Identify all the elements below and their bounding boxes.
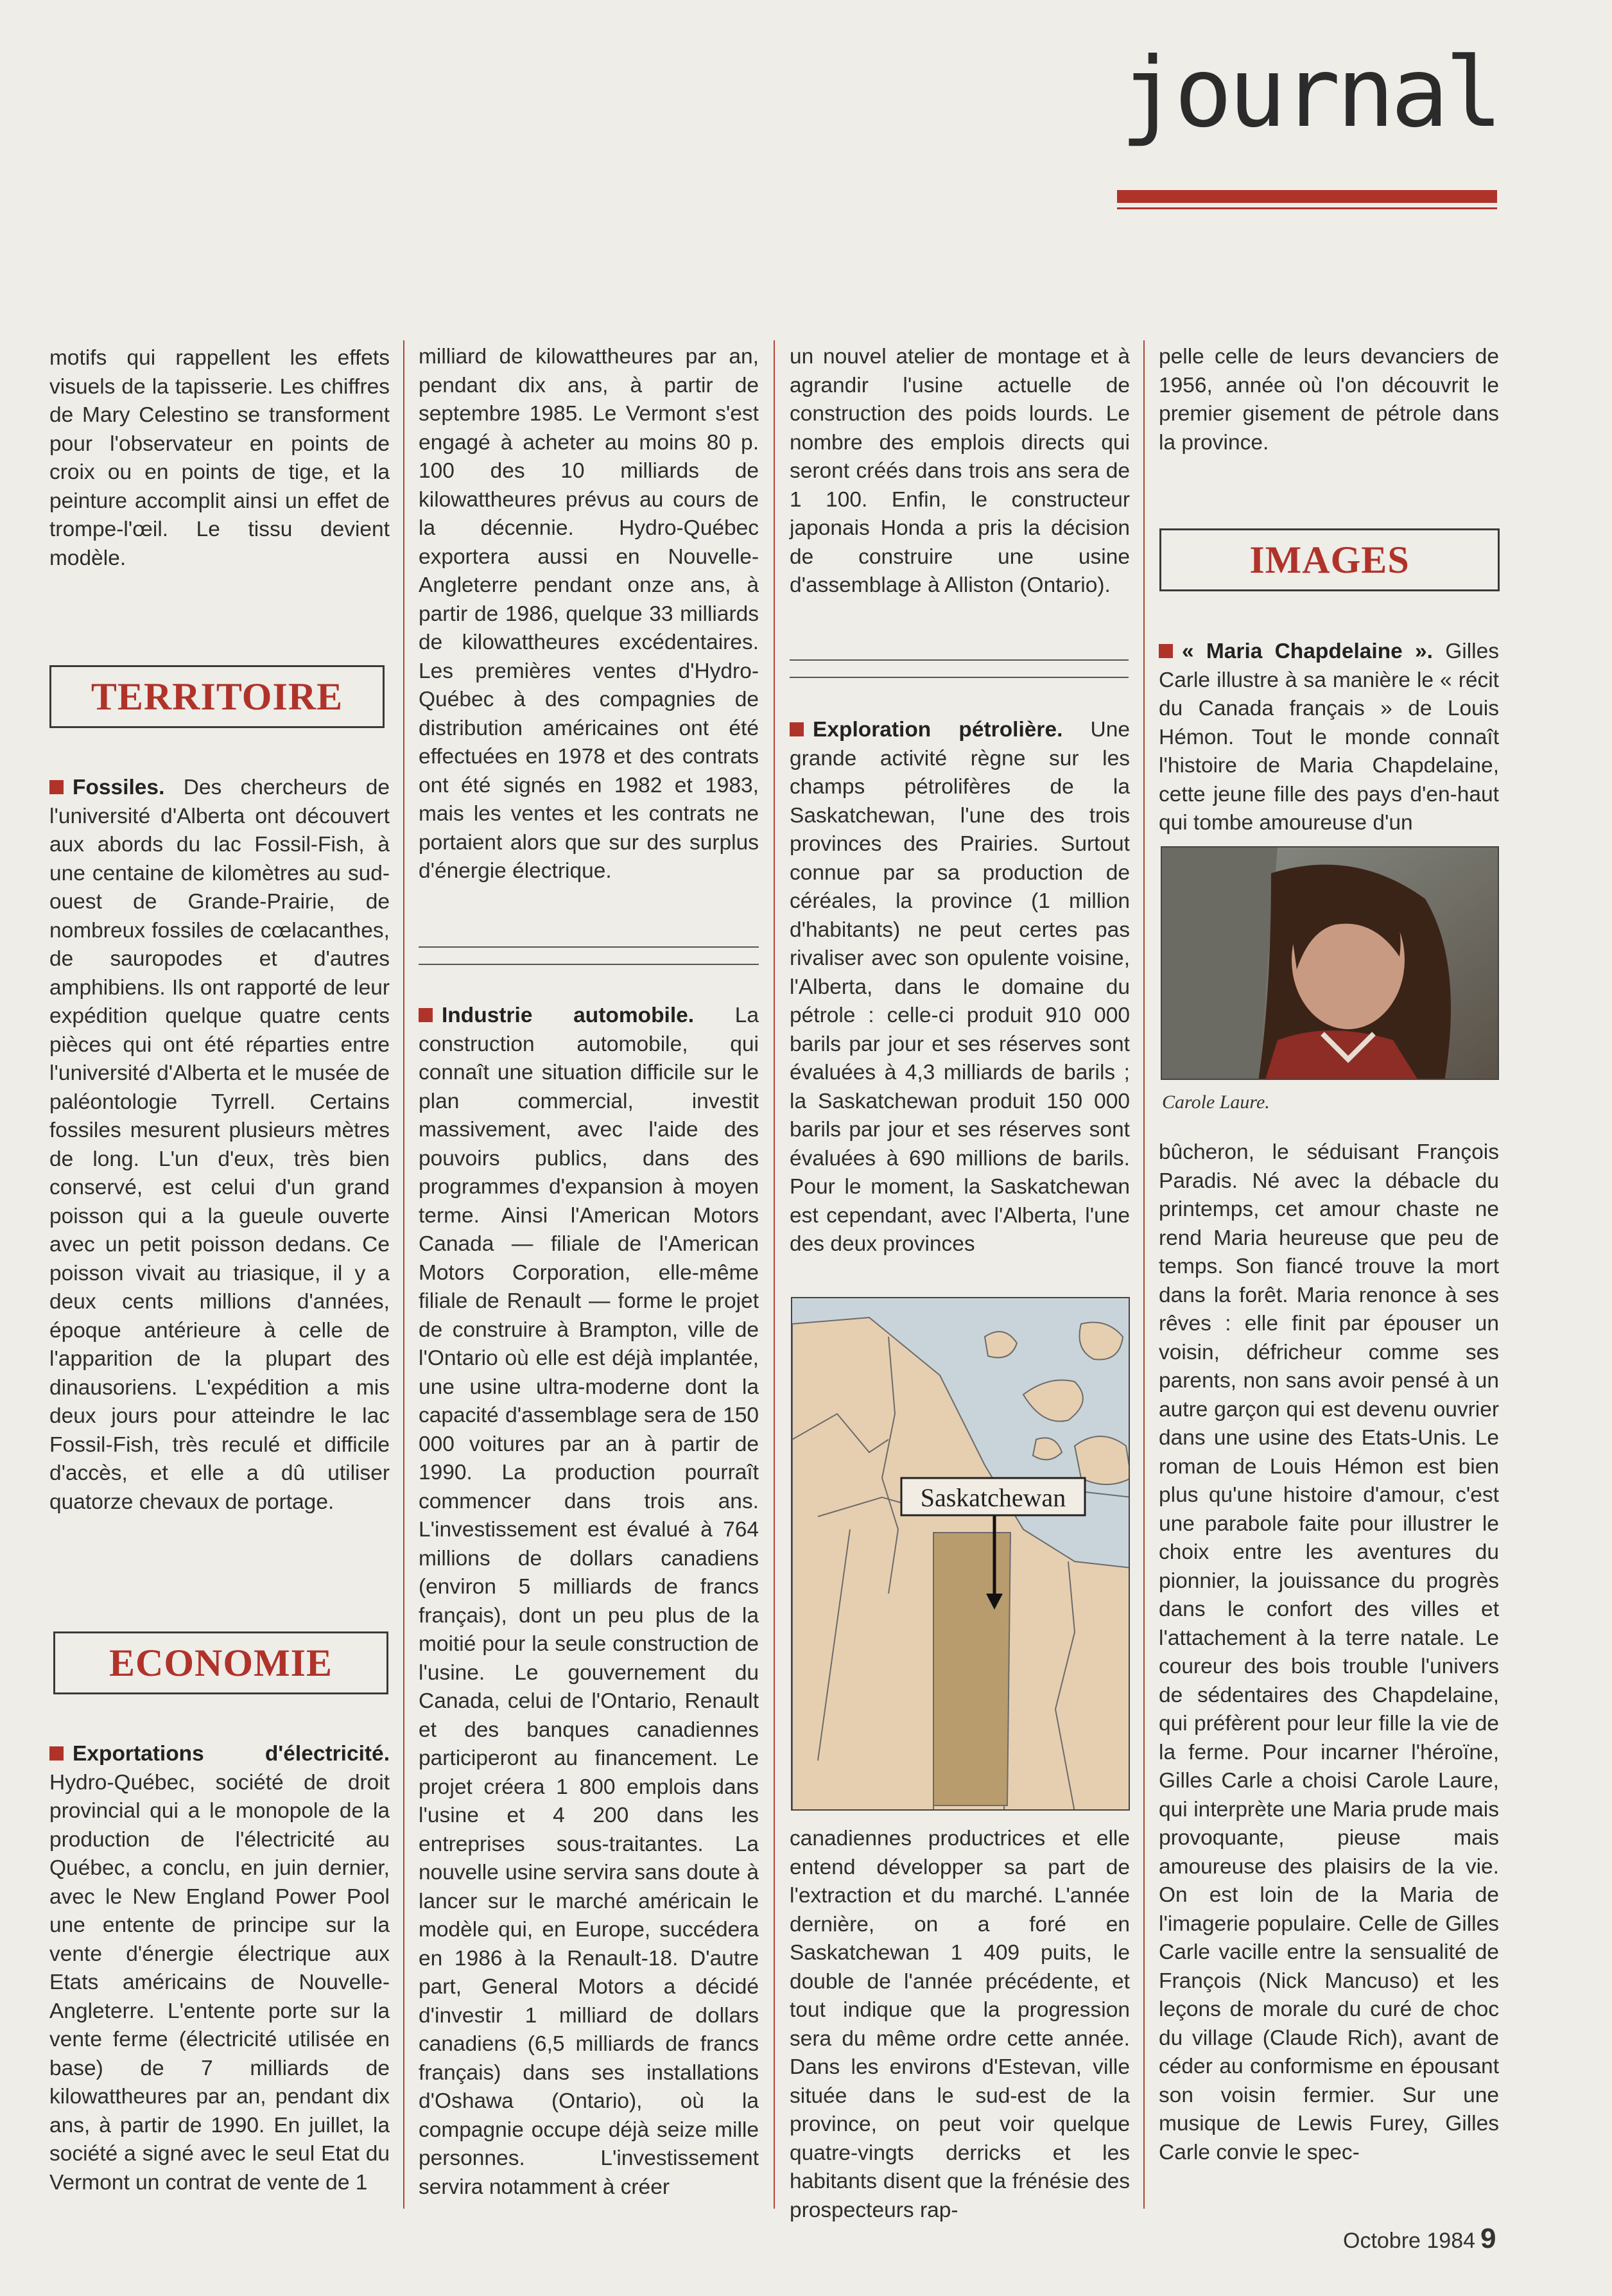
col3-continued-2 bbox=[790, 1825, 1130, 2225]
bullet-square-icon bbox=[419, 1008, 433, 1022]
automobile-text: La construction automobile, qui connaît une situation difficile sur le plan commercial, investit massivement, avec l'aide des pouvoirs publics, dans des programmes d'expansion à moyen terme. Ainsi l'American Motors Canada — filiale de l'American Motors Corporation, elle-même filiale de Renault — forme le projet de construire à Brampton, ville de l'Ontario où elle est déjà implantée, une usine ultra-moderne dont la capacité d'assemblage sera de 150 000 voitures par an à partir de 1990. La production pourraît commencer dans trois ans. L'investissement est évalué à 764 millions de dollars canadiens (environ 5 milliards de francs français), dont un peu plus de la moitié pour la seule construction de l'usine. Le gouvernement du Canada, celui de l'Ontario, Renault et des banques canadiennes participeront au financement. Le projet créera 1 800 emplois dans l'usine et 4 200 dans les entreprises sous-traitantes. La nouvelle usine servira sans doute à lancer sur le marché américain le modèle qui, en Europe, succédera en 1986 à la Renault-18. D'autre part, General Motors a décidé d'investir 1 milliard de dollars canadiens (6,5 milliards de francs français) dans ses installations d'Oshawa (Ontario), où la compagnie occupe déjà seize mille personnes. L'investissement servira notamment à créer bbox=[419, 1004, 759, 2199]
separator-rule bbox=[419, 964, 759, 965]
column-divider bbox=[1143, 340, 1145, 2209]
section-heading-images: IMAGES bbox=[1159, 528, 1500, 591]
col2-continued bbox=[419, 343, 759, 886]
fossiles-text: Des chercheurs de l'université d'Alberta ont découvert aux abords du lac Fossil-Fish, à une centaine de kilomètres au sud-ouest de Grande-Prairie, de nombreux fossiles de cœlacanthes, de sauropodes et d'autres amphibiens. Ils ont rapporté de leur expédition quelque quatre cents pièces qui ont été réparties entre l'université d'Alberta et le musée de paléontologie Tyrrell. Certains fossiles mesurent plusieurs mètres de long. L'un d'eux, très bien conservé, est celui d'un grand poisson qui a la gueule ouverte avec un petit poisson dedans. Ce poisson vivait au triasique, il y a deux cents millions d'années, époque antérieure à celle de l'apparition de la plupart des dinausoriens. L'expédition a mis deux jours pour atteindre le lac Fossil-Fish, très reculé et difficile d'accès, et elle a dû utiliser quatorze chevaux de portage. bbox=[49, 776, 390, 1514]
canada-map bbox=[791, 1297, 1130, 1811]
masthead-rule-thin bbox=[1117, 207, 1497, 209]
col3-text: un nouvel atelier de montage et à agrandir l'usine actuelle de construction des poids lourds. Le nombre des emplois directs qui seront créés dans trois ans sera de 1 100. Enfin, le constructeur japonais Honda a pris la décision de construire une usine d'assemblage à Alliston (Ontario). bbox=[790, 345, 1130, 597]
photo-drawing bbox=[1162, 848, 1499, 1080]
separator-rule bbox=[419, 946, 759, 948]
separator-rule bbox=[790, 677, 1129, 678]
exportations-text: Hydro-Québec, société de droit provincial qui a le monopole de la production de l'électricité au Québec, a conclu, en juin dernier, avec le New England Power Pool une entente de principe sur la vente d'énergie électrique aux Etats américains de Nouvelle-Angleterre. L'entente porte sur la vente ferme (électricité utilisée en base) de 7 milliards de kilowattheures par an, pendant dix ans, à partir de 1990. En juillet, la société a signé avec le seul Etat du Vermont un contrat de vente de 1 bbox=[49, 1770, 390, 2195]
col4-text: pelle celle de leurs devanciers de 1956, année où l'on découvrit le premier gisement de pétrole dans la province. bbox=[1159, 345, 1499, 455]
col1-intro-text: motifs qui rappellent les effets visuels de la tapisserie. Les chiffres de Mary Celestino se transforment pour l'observateur en points de croix ou en points de tige, et la peinture accomplit ainsi un effet de trompe-l'œil. Le tissu devient modèle. bbox=[49, 346, 390, 570]
maria-article bbox=[1159, 638, 1499, 838]
exploration-article bbox=[790, 716, 1130, 1259]
maria-text: Gilles Carle illustre à sa manière le « récit du Canada français » de Louis Hémon. Tout le monde connaît l'histoire de Maria Chapdelaine, cette jeune fille des pays d'en-haut qui tombe amoureuse d'un bbox=[1159, 639, 1499, 835]
exploration-lead: Exploration pétrolière. bbox=[813, 718, 1063, 742]
fossiles-lead: Fossiles. bbox=[73, 776, 165, 799]
col3-text-2: canadiennes productrices et elle entend développer sa part de l'extraction et du marché. L'année dernière, on a foré en Saskatchewan 1 409 puits, le double de l'année précédente, et tout indique que la progression sera du même ordre cette année. Dans les environs d'Estevan, ville située dans le sud-est de la province, on peut voir quelque quatre-vingts derricks et les habitants disent que la frénésie des prospecteurs rap- bbox=[790, 1827, 1130, 2222]
exploration-text: Une grande activité règne sur les champs pétrolifères de la Saskatchewan, l'une des trois provinces des Prairies. Surtout connue par sa production de céréales, la province (1 million d'habitants) ne peut certes pas rivaliser avec son opulente voisine, l'Alberta, dans le domaine du pétrole : celle-ci produit 910 000 barils par jour et ses réserves sont évaluées à 4,3 milliards de barils ; la Saskatchewan produit 150 000 barils par jour et ses réserves sont évaluées à 690 millions de barils. Pour le moment, la Saskatchewan est cependant, avec l'Alberta, l'une des deux provinces bbox=[790, 718, 1131, 1256]
separator-rule bbox=[790, 659, 1129, 661]
automobile-article bbox=[419, 1002, 759, 2202]
film-still-photo bbox=[1161, 846, 1499, 1080]
col2-text: milliard de kilowattheures par an, pendant dix ans, à partir de septembre 1985. Le Vermont s'est engagé à acheter au moins 80 p. 100 des 10 milliards de kilowattheures prévus au cours de la décennie. Hydro-Québec exportera aussi en Nouvelle-Angleterre pendant onze ans, à partir de 1986, quelque 33 milliards de kilowattheures excédentaires. Les premières ventes d'Hydro-Québec à des compagnies de distribution américaines ont été effectuées en 1978 et des contrats ont été signés en 1982 et 1983, mais les ventes et les contrats ne portaient alors que sur des surplus d'énergie électrique. bbox=[419, 345, 759, 883]
bullet-square-icon bbox=[49, 780, 64, 794]
column-divider bbox=[403, 340, 404, 2209]
exportations-article bbox=[49, 1740, 390, 2197]
section-heading-territoire: TERRITOIRE bbox=[49, 665, 385, 728]
col3-continued bbox=[790, 343, 1130, 600]
map-label-saskatchewan: Saskatchewan bbox=[920, 1483, 1066, 1512]
bullet-square-icon bbox=[1159, 644, 1173, 658]
masthead-rule bbox=[1117, 190, 1497, 203]
bullet-square-icon bbox=[790, 722, 804, 736]
page-folio bbox=[1343, 2223, 1496, 2255]
journal-masthead: journal bbox=[1120, 37, 1499, 149]
exportations-lead: Exportations d'électricité. bbox=[73, 1742, 390, 1766]
page-number: 9 bbox=[1480, 2223, 1496, 2254]
column-divider bbox=[774, 340, 775, 2209]
bullet-square-icon bbox=[49, 1746, 64, 1761]
map-drawing bbox=[792, 1298, 1130, 1811]
folio-date: Octobre 1984 bbox=[1343, 2229, 1476, 2253]
section-heading-economie: ECONOMIE bbox=[53, 1631, 388, 1694]
col4-continued-2 bbox=[1159, 1138, 1499, 2167]
col4-text-2: bûcheron, le séduisant François Paradis. Né avec la débacle du printemps, cet amour chaste ne rend Maria heureuse que peu de temps. Son fiancé trouve la mort dans la forêt. Maria renonce à ses rêves : elle finit par épouser un voisin, défricheur comme ses parents, non sans avoir pensé à un autre garçon qui est devenu ouvrier dans une usine des Etats-Unis. Le roman de Louis Hémon est bien plus qu'une histoire d'amour, c'est une parabole faite pour illustrer le choix entre les aventures du pionnier, la jouissance du progrès dans le confort des villes et l'attachement à la terre natale. Le coureur des bois trouble l'univers de sédentaires des Chapdelaine, qui préfèrent pour leur fille la vie de la ferme. Pour incarner l'héroïne, Gilles Carle a choisi Carole Laure, qui interprète une Maria prude mais provoquante, pieuse mais amoureuse des plaisirs de la vie. On est loin de la Maria de l'imagerie populaire. Celle de Gilles Carle vacille entre la sensualité de François (Nick Mancuso) et les leçons de morale du curé de choc du village (Claude Rich), avant de céder au conformisme en épousant son voisin fermier. Sur une musique de Lewis Furey, Gilles Carle convie le spec- bbox=[1159, 1140, 1499, 2164]
automobile-lead: Industrie automobile. bbox=[442, 1004, 695, 1027]
maria-lead: « Maria Chapdelaine ». bbox=[1182, 639, 1433, 663]
photo-caption: Carole Laure. bbox=[1162, 1091, 1270, 1113]
fossiles-article bbox=[49, 774, 390, 1517]
col1-intro bbox=[49, 344, 390, 573]
col4-continued bbox=[1159, 343, 1499, 457]
